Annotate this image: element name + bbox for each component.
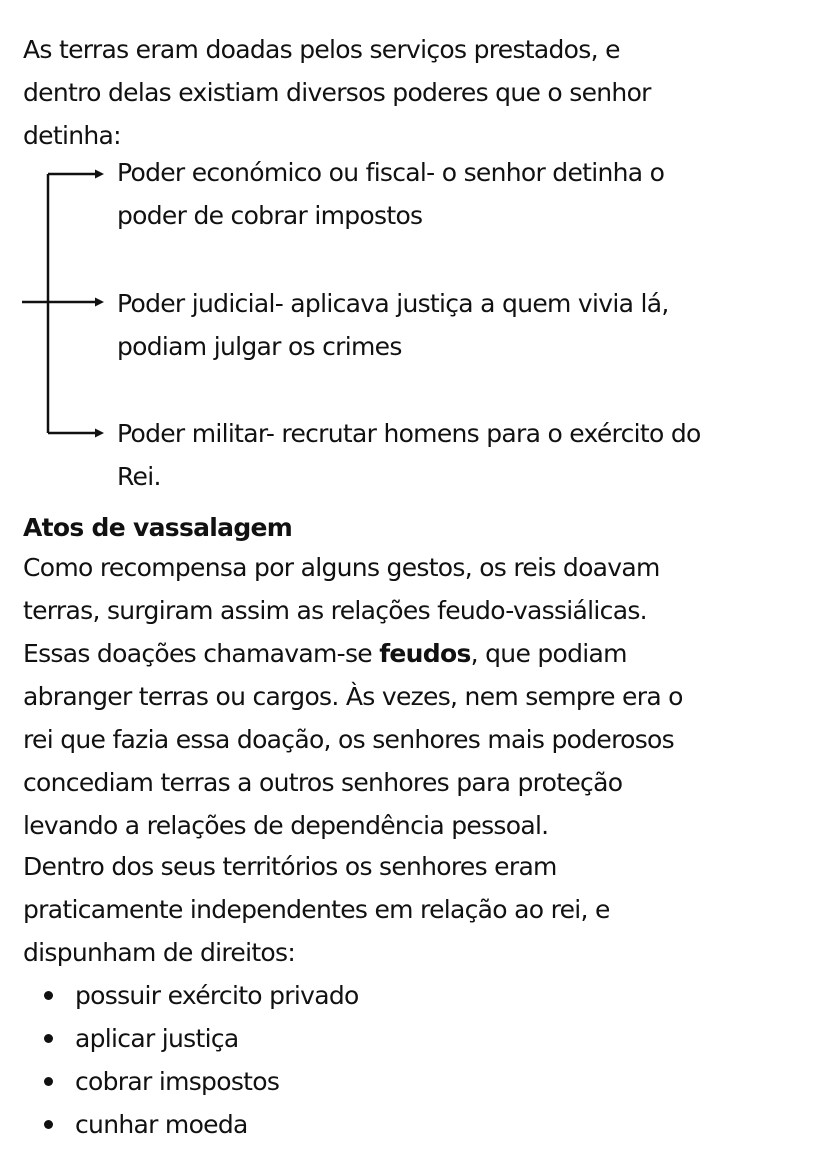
intro-line-2: dentro delas existiam diversos poderes que o senhor: [23, 78, 651, 107]
intro-line-3: detinha:: [23, 121, 121, 150]
section-p1-line-6: concediam terras a outros senhores para proteção: [23, 768, 623, 797]
rights-list-item: [44, 1060, 279, 1103]
rights-item-text: aplicar justiça: [75, 1024, 239, 1053]
section-p1-line-5: rei que fazia essa doação, os senhores mais poderosos: [23, 725, 674, 754]
section-p2-line-3: dispunham de direitos:: [23, 938, 296, 967]
arrow-head-2: [95, 298, 104, 307]
rights-list-item: [44, 974, 359, 1017]
rights-item-text: cobrar imspostos: [75, 1067, 280, 1096]
power-judicial-line-2: podiam julgar os crimes: [117, 332, 402, 361]
section-p2-line-1: Dentro dos seus territórios os senhores eram: [23, 852, 557, 881]
bullet-icon: [44, 1034, 53, 1043]
rights-item-text: possuir exército privado: [75, 981, 359, 1010]
bullet-icon: [44, 991, 53, 1000]
power-economic-line-1: Poder económico ou fiscal- o senhor detinha o: [117, 158, 665, 187]
power-economic-line-2: poder de cobrar impostos: [117, 201, 423, 230]
intro-line-1: As terras eram doadas pelos serviços prestados, e: [23, 35, 620, 64]
section-p1-line-1: Como recompensa por alguns gestos, os reis doavam: [23, 553, 660, 582]
p1-line-3-post: , que podiam: [470, 639, 627, 668]
section-p1-line-2: terras, surgiram assim as relações feudo-vassiálicas.: [23, 596, 647, 625]
bullet-icon: [44, 1120, 53, 1129]
rights-list-item: [44, 1103, 248, 1146]
section-p2-line-2: praticamente independentes em relação ao rei, e: [23, 895, 610, 924]
section-p1-line-3: [23, 632, 627, 675]
arrow-head-1: [95, 170, 104, 179]
p1-line-3-pre: Essas doações chamavam-se: [23, 639, 380, 668]
arrow-head-3: [95, 429, 104, 438]
feudos-bold-term: feudos: [379, 639, 471, 668]
bullet-icon: [44, 1077, 53, 1086]
section-p1-line-7: levando a relações de dependência pessoal.: [23, 811, 549, 840]
power-military-line-2: Rei.: [117, 462, 161, 491]
section-p1-line-4: abranger terras ou cargos. Às vezes, nem sempre era o: [23, 682, 683, 711]
rights-item-text: cunhar moeda: [75, 1110, 248, 1139]
section-heading: Atos de vassalagem: [23, 513, 293, 542]
power-military-line-1: Poder militar- recrutar homens para o exército do: [117, 419, 701, 448]
rights-list-item: [44, 1017, 239, 1060]
power-judicial-line-1: Poder judicial- aplicava justiça a quem vivia lá,: [117, 289, 669, 318]
